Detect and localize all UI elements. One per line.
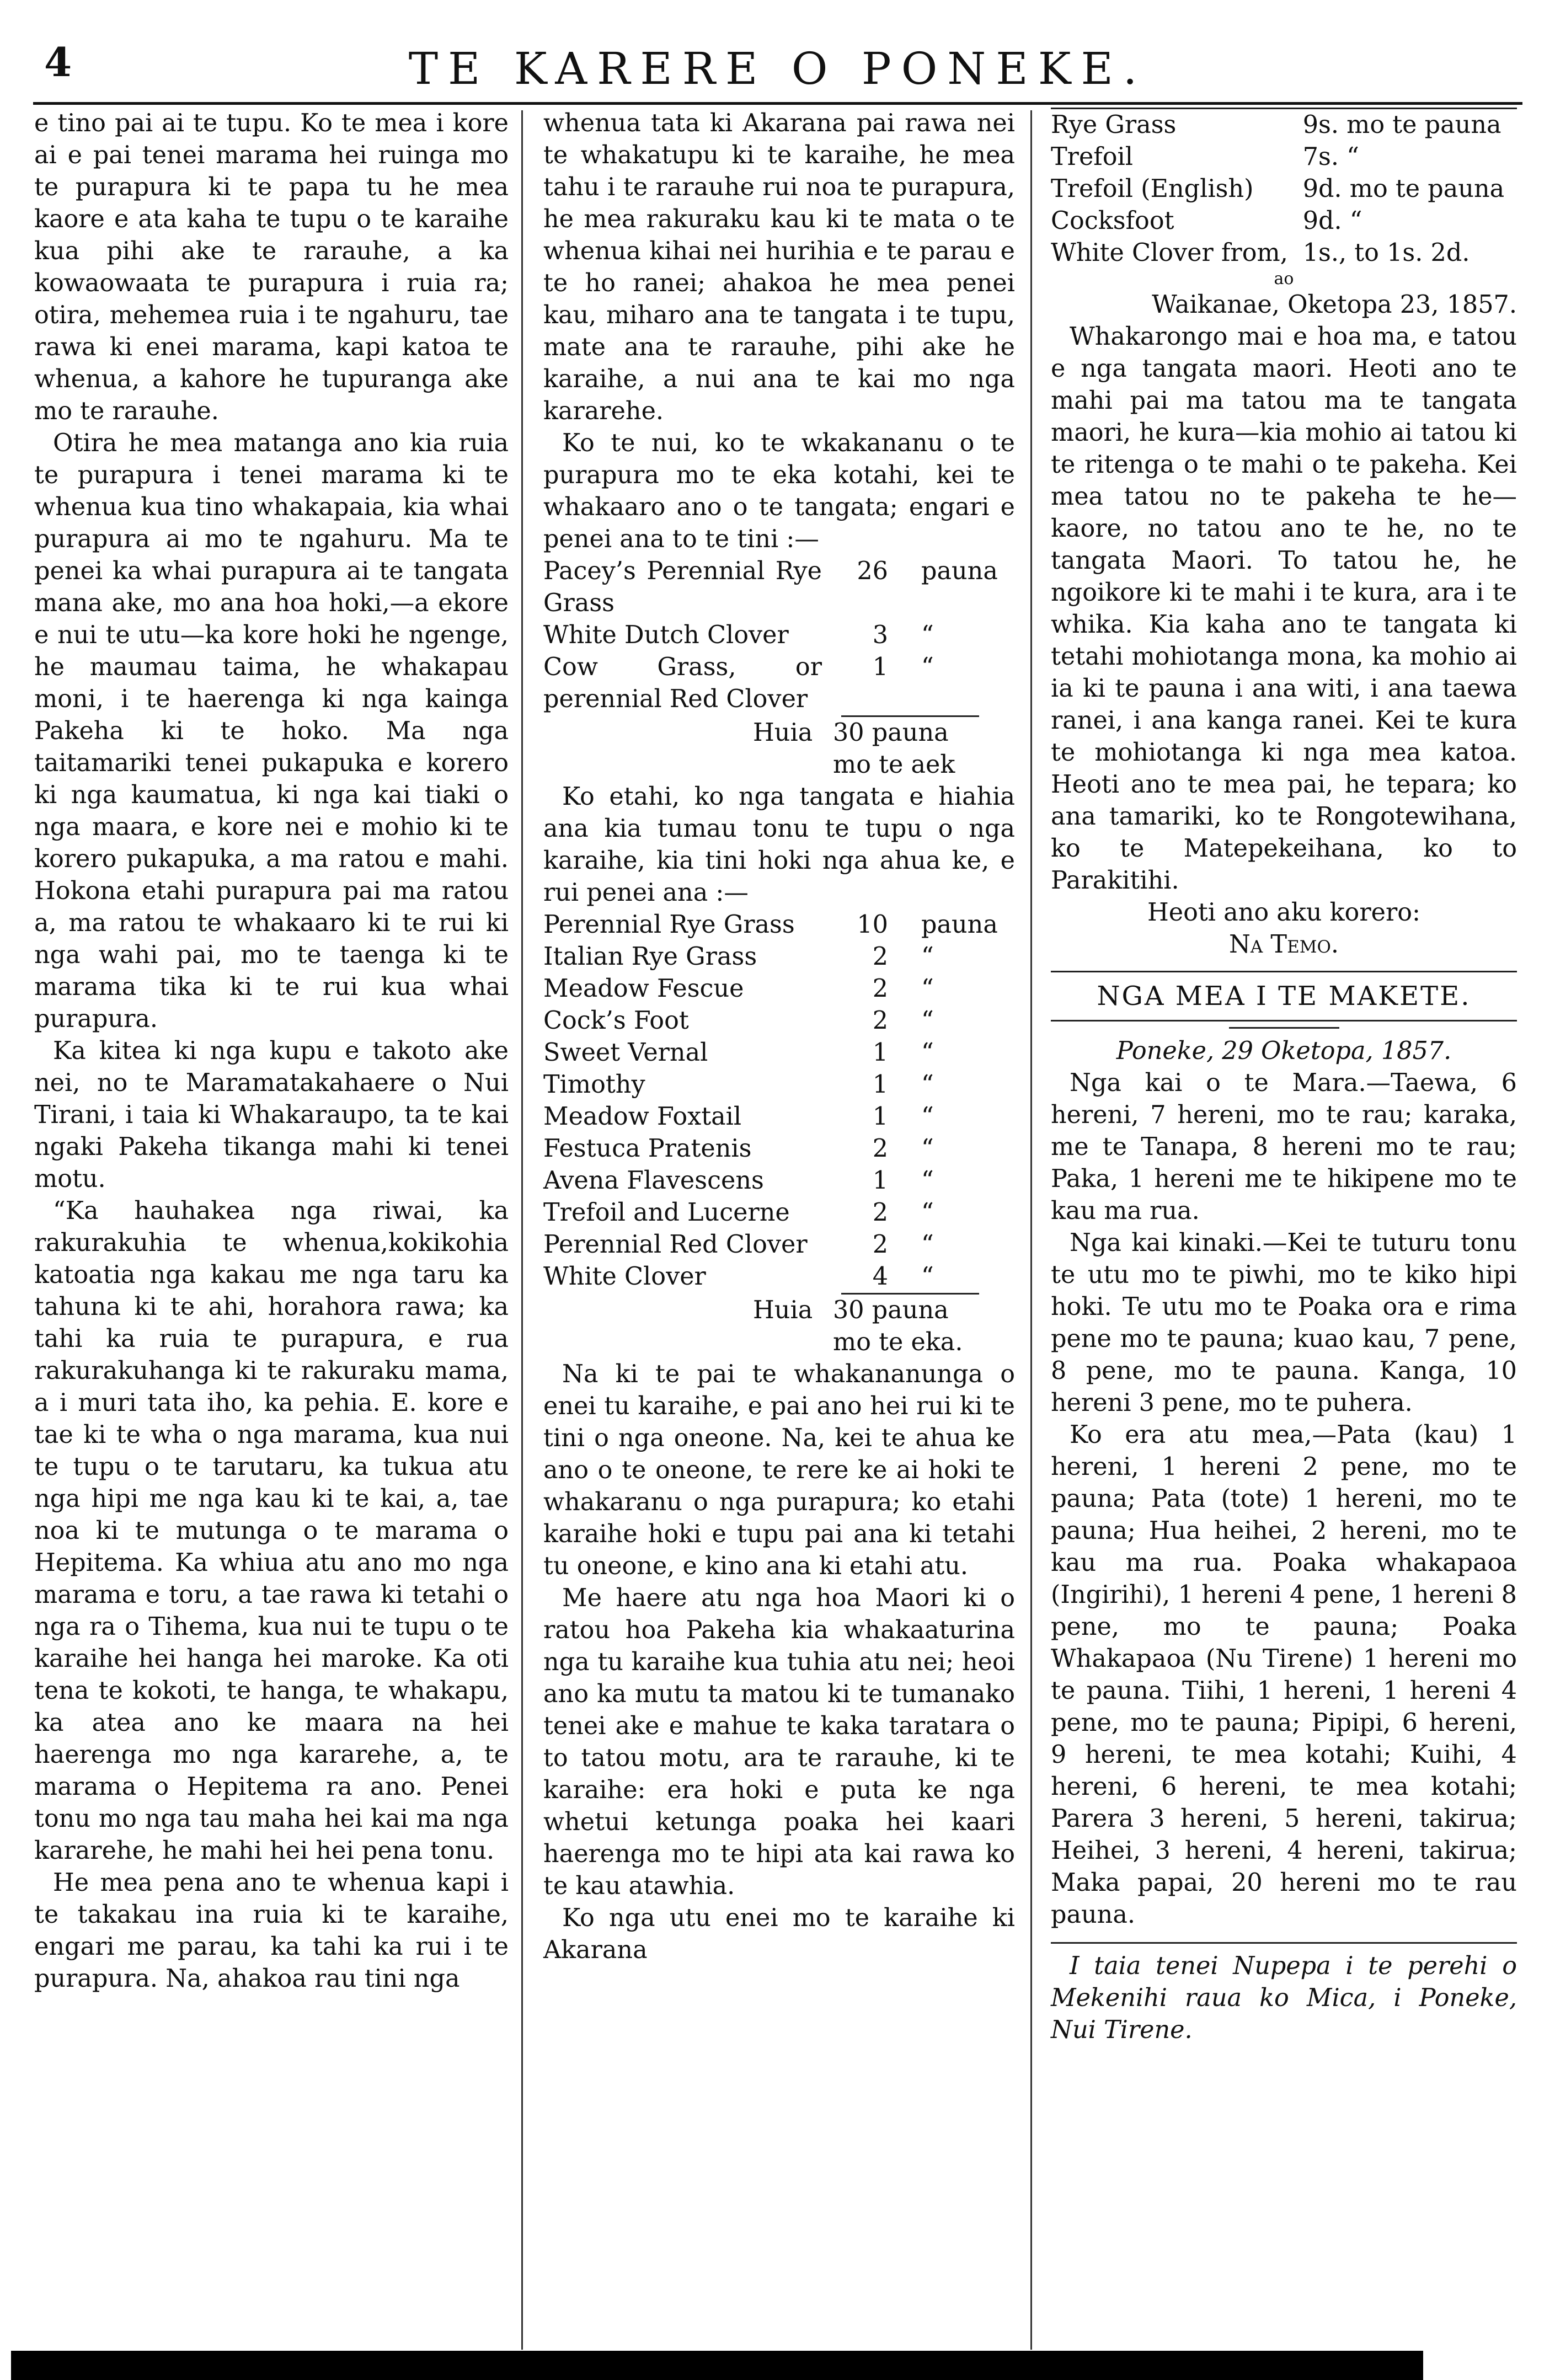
table-row <box>543 1037 1015 1069</box>
paragraph: Na ki te pai te whakananunga o enei tu karaihe, e pai ano hei rui ki te tini o nga oneone. Na, kei te ahua ke ano o te oneone, te rere ke ai hoki te whakaranu o nga purapura; ko etahi karaihe hoki e tupu pai ana ki tetahi tu oneone, e kino ana ki etahi atu. <box>543 1360 1015 1580</box>
seed-qty: 2 <box>872 943 888 971</box>
table-row <box>543 651 1015 715</box>
paragraph: whenua tata ki Akarana pai rawa nei te whakatupu ki te karaihe, he mea tahu i te rarauhe rui noa te purapura, he mea rakuraku kau ki te mata o te whenua kihai nei hurihia e te parau e te ho ranei; ahakoa he mea penei kau, miharo ana te tangata i te tupu, mate ana te rarauhe, pihi ake he karaihe, a nui ana te kai mo nga kararehe. <box>543 109 1015 425</box>
paragraph: He mea pena ano te whenua kapi i te takakau ina ruia ki te karaihe, engari me parau, ka tahi ka rui i te purapura. Na, ahakoa rau tini nga <box>34 1869 509 1993</box>
price-item: Trefoil (English) <box>1051 175 1254 203</box>
seed-qty: 1 <box>872 653 888 681</box>
table-row <box>543 1165 1015 1197</box>
table-row <box>543 555 1015 619</box>
seed-unit: “ <box>921 1263 934 1291</box>
seed-unit: “ <box>921 1167 934 1195</box>
table-row <box>543 973 1015 1005</box>
letter-dateline: Waikanae, Oketopa 23, 1857. <box>1152 291 1517 319</box>
table-row <box>543 717 1015 749</box>
market-section-title: NGA MEA I TE MAKETE. <box>1051 971 1517 1021</box>
letter-signature: Na Temo. <box>1228 930 1339 959</box>
table-row <box>543 1133 1015 1165</box>
total-unit: mo te aek <box>833 751 955 779</box>
seed-unit: “ <box>921 621 934 649</box>
seed-qty: 4 <box>872 1263 888 1291</box>
imprint: I taia tenei Nupepa i te perehi o Mekenihi raua ko Mica, i Poneke, Nui Tirene. <box>1051 1952 1517 2044</box>
seed-unit: “ <box>921 1103 934 1131</box>
seed-qty: 2 <box>872 975 888 1003</box>
table-row <box>543 1261 1015 1293</box>
column-divider <box>521 110 523 2350</box>
seed-qty: 2 <box>872 1231 888 1259</box>
table-row <box>543 1101 1015 1133</box>
seed-qty: 1 <box>872 1071 888 1099</box>
newspaper-title: TE KARERE O PONEKE. <box>408 43 1147 94</box>
table-row <box>543 1069 1015 1101</box>
market-paragraph: Nga kai o te Mara.—Taewa, 6 hereni, 7 hereni, mo te rau; karaka, me te Tanapa, 8 hereni mo te rau; Paka, 1 hereni me te hikipene mo te kau ma rua. <box>1051 1069 1517 1225</box>
seed-unit: “ <box>921 1199 934 1227</box>
seed-name: Pacey’s Perennial Rye Grass <box>543 557 822 617</box>
seed-name: Trefoil and Lucerne <box>543 1199 790 1227</box>
column-1 <box>34 108 509 1995</box>
seed-name: Cow Grass, or perennial Red Clover <box>543 653 822 713</box>
total-value: 30 pauna <box>833 719 949 747</box>
seed-table-1 <box>543 555 1015 715</box>
seed-unit: “ <box>921 1135 934 1163</box>
seed-unit: “ <box>921 1071 934 1099</box>
market-paragraph: Ko era atu mea,—Pata (kau) 1 hereni, 1 hereni 2 pene, mo te pauna; Pata (tote) 1 hereni, mo te pauna; Hua heihei, 2 hereni, mo te kau ma rua. Poaka whakapaoa (Ingirihi), 1 hereni 4 pene, 1 hereni 8 pene, mo te pauna; Poaka Whakapaoa (Nu Tirene) 1 hereni mo te pauna. Tiihi, 1 hereni, 1 hereni 4 pene, mo te pauna; Pipipi, 6 hereni, 9 hereni, te mea kotahi; Kuihi, 4 hereni, 6 hereni, te mea kotahi; Parera 3 hereni, 5 hereni, takirua; Heihei, 3 hereni, 4 hereni, takirua; Maka papai, 20 hereni mo te rau pauna. <box>1051 1421 1517 1929</box>
table-row <box>543 1295 1015 1327</box>
paragraph: e tino pai ai te tupu. Ko te mea i kore ai e pai tenei marama hei ruinga mo te purapura ki te papa tu he mea kaore e ata kaha te tupu o te karaihe kua pihi ake te rarauhe, a ka kowaowaata te purapura i ruia ra; otira, mehemea ruia i te ngahuru, tae rawa ki enei marama, kapi katoa te whenua, a kahore he tupuranga ake mo te rarauhe. <box>34 109 509 425</box>
table-row <box>543 1197 1015 1229</box>
seed-name: Avena Flavescens <box>543 1167 764 1195</box>
scan-edge-bar <box>11 2351 1423 2380</box>
seed-name: White Clover <box>543 1263 706 1291</box>
short-rule <box>1229 1027 1339 1029</box>
imprint-rule <box>1051 1942 1517 1944</box>
table-row <box>1051 237 1517 269</box>
table-row <box>1051 109 1517 142</box>
seed-unit: pauna <box>921 557 998 585</box>
seed-total-2 <box>543 1295 1015 1359</box>
table-row <box>1051 205 1517 237</box>
total-label: Huia <box>753 719 813 747</box>
table-row <box>543 749 1015 781</box>
price-list <box>1051 108 1517 269</box>
seed-total-1 <box>543 717 1015 781</box>
seed-unit: pauna <box>921 911 998 939</box>
seed-name: Meadow Foxtail <box>543 1103 742 1131</box>
price-value: 9d. “ <box>1302 207 1362 235</box>
column-divider <box>1030 110 1032 2350</box>
seed-name: Cock’s Foot <box>543 1007 689 1035</box>
seed-name: Perennial Red Clover <box>543 1231 808 1259</box>
paragraph: Ko nga utu enei mo te karaihe ki Akarana <box>543 1904 1015 1964</box>
column-3 <box>1051 108 1517 2046</box>
page-number: 4 <box>44 39 72 85</box>
seed-unit: “ <box>921 653 934 681</box>
seed-qty: 2 <box>872 1135 888 1163</box>
seed-name: Meadow Fescue <box>543 975 744 1003</box>
seed-unit: “ <box>921 1007 934 1035</box>
price-value: 7s. “ <box>1302 143 1359 171</box>
letter-body: Whakarongo mai e hoa ma, e tatou e nga tangata maori. Heoti ano te mahi pai ma tatou ma te tangata maori, he kura—kia mohio ai tatou ki te ritenga o te mahi o te pakeha. Kei mea tatou no te pakeha te he—kaore, no tatou ano te he, no te tangata Maori. To tatou he, he ngoikore ki te mahi i te kura, ara i te whika. Kia kaha ano te tangata ki tetahi mohiotanga mona, ka mohio ai ia ki te pauna i ana witi, i ana taewa ranei, i ana kanga ranei. Kei te kura te mohiotanga ki nga mea katoa. Heoti ano te mea pai, he tepara; ko ana tamariki, ko te Rongotewihana, ko te Matepekeihana, ko to Parakitihi. <box>1051 323 1517 895</box>
seed-unit: “ <box>921 1231 934 1259</box>
price-item: Trefoil <box>1051 143 1134 171</box>
seed-qty: 3 <box>872 621 888 649</box>
table-row <box>543 941 1015 973</box>
seed-qty: 1 <box>872 1039 888 1067</box>
price-item: White Clover from, <box>1051 239 1288 267</box>
quoted-paragraph: “Ka hauhakea nga riwai, ka rakurakuhia te whenua,kokikohia katoatia nga kakau me nga taru ka tahuna ki te ahi, horahora rawa; ka tahi ka ruia te purapura, e rua rakurakuhanga ki te rakuraku mama, a i muri tata iho, ka pehia. E. kore e tae ki te wha o nga marama, kua nui te tupu o te tarutaru, ka tukua atu nga hipi me nga kau ki te kai, a, tae noa ki te mutunga o te marama o Hepitema. Ka whiua atu ano mo nga marama e toru, a tae rawa ki tetahi o nga ra o Tihema, kua nui te tupu o te karaihe hei hanga hei maroke. Ka oti tena te kokoti, te hanga, te whakapu, ka atea ano ke maara na hei haerenga mo nga kararehe, a, te marama o Hepitema ra ano. Penei tonu mo nga tau maha hei kai ma nga kararehe, he mahi hei hei pena tonu. <box>34 1197 509 1865</box>
divider-text: ao <box>1274 269 1294 288</box>
table-row <box>543 1229 1015 1261</box>
market-paragraph: Nga kai kinaki.—Kei te tuturu tonu te utu mo te piwhi, mo te kiko hipi hoki. Te utu mo te Poaka ora e rima pene mo te pauna; kuao kau, 7 pene, 8 pene, mo te pauna. Kanga, 10 hereni 3 pene, mo te puhera. <box>1051 1229 1517 1417</box>
column-2 <box>543 108 1015 1966</box>
seed-name: Sweet Vernal <box>543 1039 708 1067</box>
market-dateline: Poneke, 29 Oketopa, 1857. <box>1116 1037 1452 1065</box>
page-header <box>33 33 1522 105</box>
seed-name: Festuca Pratenis <box>543 1135 752 1163</box>
seed-unit: “ <box>921 1039 934 1067</box>
price-value: 1s., to 1s. 2d. <box>1302 239 1470 267</box>
total-label: Huia <box>753 1296 813 1324</box>
paragraph: Ka kitea ki nga kupu e takoto ake nei, no te Maramatakahaere o Nui Tirani, i taia ki Whakaraupo, ta te kai ngaki Pakeha tikanga mahi ki tenei motu. <box>34 1037 509 1193</box>
seed-name: White Dutch Clover <box>543 621 789 649</box>
seed-qty: 26 <box>857 557 888 585</box>
seed-table-2 <box>543 909 1015 1293</box>
seed-qty: 10 <box>857 911 888 939</box>
table-row <box>543 1005 1015 1037</box>
seed-qty: 1 <box>872 1103 888 1131</box>
total-unit: mo te eka. <box>833 1328 963 1356</box>
seed-unit: “ <box>921 943 934 971</box>
table-row <box>543 1327 1015 1359</box>
table-row <box>543 619 1015 651</box>
seed-name: Perennial Rye Grass <box>543 911 795 939</box>
seed-unit: “ <box>921 975 934 1003</box>
price-value: 9s. mo te pauna <box>1302 111 1501 139</box>
price-item: Cocksfoot <box>1051 207 1174 235</box>
paragraph: Otira he mea matanga ano kia ruia te purapura i tenei marama ki te whenua kua tino whakapaia, kia whai purapura ai mo te ngahuru. Ma te penei ka whai purapura ai te tangata mana ake, mo ana hoa hoki,—a ekore e nui te utu—ka kore hoki he ngenge, he maumau taima, he whakapau moni, i te haerenga ki nga kainga Pakeha ki te hoko. Ma nga taitamariki tenei pukapuka e korero ki nga kaumatua, ki nga kai tiaki o nga maara, e kore nei e mohio ki te korero pukapuka, a ma ratou e mahi. Hokona etahi purapura pai ma ratou a, ma ratou te whakaaro ki te rui ki nga wahi pai, mo te taenga ki te marama tika ki te rui kua whai purapura. <box>34 429 509 1033</box>
price-value: 9d. mo te pauna <box>1302 175 1505 203</box>
paragraph: Me haere atu nga hoa Maori ki o ratou hoa Pakeha kia whakaaturina nga tu karaihe kua tuhia atu nei; heoi ano ka mutu ta matou ki te tumanako tenei ake e mahue te kaka taratara o to tatou motu, ara te rarauhe, ki te karaihe: era hoki e puta ke nga whetui ketunga poaka hei kaari haerenga mo te hipi ata kai rawa ko te kau atawhia. <box>543 1584 1015 1900</box>
header-rule <box>33 102 1522 105</box>
table-row <box>543 909 1015 941</box>
seed-qty: 2 <box>872 1199 888 1227</box>
letter-closing: Heoti ano aku korero: <box>1147 898 1421 927</box>
seed-name: Italian Rye Grass <box>543 943 757 971</box>
total-value: 30 pauna <box>833 1296 949 1324</box>
seed-name: Timothy <box>543 1071 645 1099</box>
paragraph: Ko etahi, ko nga tangata e hiahia ana kia tumau tonu te tupu o nga karaihe, kia tini hoki nga ahua ke, e rui penei ana :— <box>543 783 1015 907</box>
seed-qty: 2 <box>872 1007 888 1035</box>
table-row <box>1051 173 1517 205</box>
paragraph: Ko te nui, ko te wkakananu o te purapura mo te eka kotahi, kei te whakaaro ano o te tangata; engari e penei ana to te tini :— <box>543 429 1015 553</box>
seed-qty: 1 <box>872 1167 888 1195</box>
table-row <box>1051 141 1517 173</box>
price-item: Rye Grass <box>1051 111 1177 139</box>
